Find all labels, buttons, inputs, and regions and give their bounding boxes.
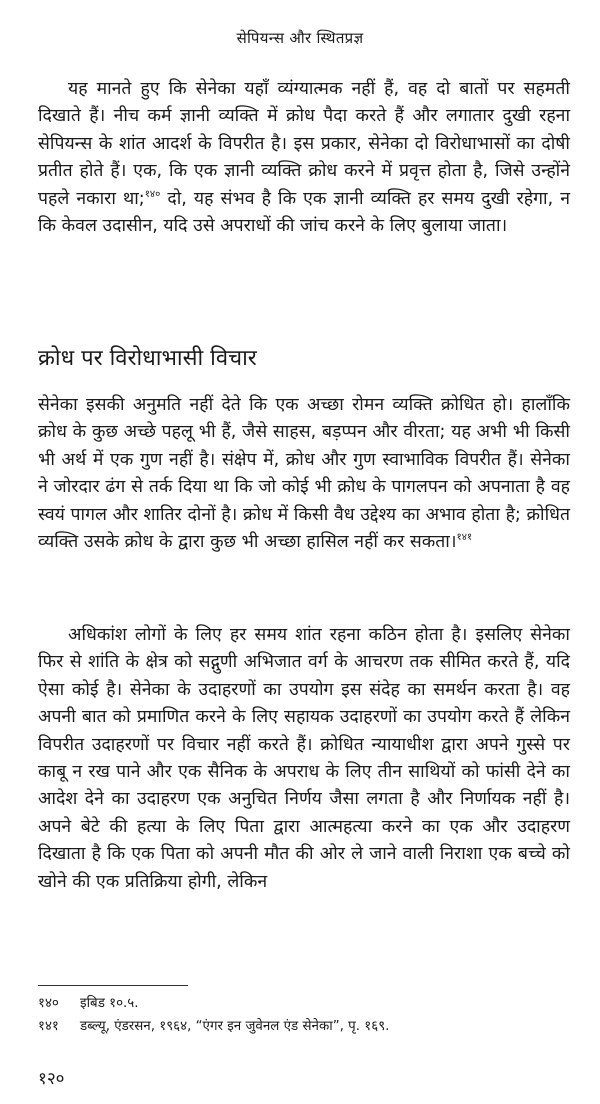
footnote-ref-140[interactable]: १४०: [144, 188, 161, 200]
paragraph-1-text-b: दो, यह संभव है कि एक ज्ञानी व्यक्ति हर समय दुखी रहेगा, न कि केवल उदासीन, यदि उसे अपराधों की जांच करने के लिए बुलाया जाता।: [38, 188, 571, 237]
running-head: सेपियन्स और स्थितप्रज्ञ: [236, 29, 364, 47]
footnote-divider: [38, 985, 188, 986]
paragraph-2: [38, 392, 570, 556]
section-heading: क्रोध पर विरोधाभासी विचार: [38, 346, 257, 371]
footnote-ref-141[interactable]: १४१: [456, 532, 473, 544]
footnotes: [38, 992, 578, 1038]
paragraph-3: अधिकांश लोगों के लिए हर समय शांत रहना कठिन होता है। इसलिए सेनेका फिर से शांति के क्षेत्र को सद्गुणी अभिजात वर्ग के आचरण तक सीमित करते हैं, यदि ऐसा कोई है। सेनेका के उदाहरणों का उपयोग इस संदेह का समर्थन करता है। वह अपनी बात को प्रमाणित करने के लिए सहायक उदाहरणों का उपयोग करते हैं लेकिन विपरीत उदाहरणों पर विचार नहीं करते हैं। क्रोधित न्यायाधीश द्वारा अपने गुस्से पर काबू न रख पाने और एक सैनिक के अपराध के लिए तीन साथियों को फांसी देने का आदेश देने का उदाहरण एक अनुचित निर्णय जैसा लगता है और निर्णायक नहीं है। अपने बेटे की हत्या के लिए पिता द्वारा आत्महत्या करने का एक और उदाहरण दिखाता है कि एक पिता को अपनी मौत की ओर ले जाने वाली निराशा एक बच्चे को खोने की एक प्रतिक्रिया होगी, लेकिन: [38, 625, 570, 892]
footnote-text: डब्ल्यू, एंडरसन, १९६४, “एंगर इन जुवेनल एंड सेनेका”, पृ. १६९.: [80, 1019, 390, 1034]
paragraph-2-text: सेनेका इसकी अनुमति नहीं देते कि एक अच्छा रोमन व्यक्ति क्रोधित हो। हालाँकि क्रोध के कुछ अच्छे पहलू भी हैं, जैसे साहस, बड़प्पन और वीरता; यह अभी भी किसी भी अर्थ में एक गुण नहीं है। संक्षेप में, क्रोध और गुण स्वाभाविक विपरीत हैं। सेनेका ने जोरदार ढंग से तर्क दिया था कि जो कोई भी क्रोध के पागलपन को अपनाता है वह स्वयं पागल और शातिर दोनों है। क्रोध में किसी वैध उद्देश्य का अभाव होता है; क्रोधित व्यक्ति उसके क्रोध के द्वारा कुछ भी अच्छा हासिल नहीं कर सकता।: [38, 395, 570, 553]
footnote-text: इबिड १०.५.: [80, 996, 139, 1011]
footnote-item: [38, 1015, 578, 1038]
footnote-number: १४०: [38, 996, 59, 1011]
footnote-number: १४१: [38, 1019, 59, 1034]
paragraph-1: [38, 76, 570, 240]
footnote-item: [38, 992, 578, 1015]
page-number: १२०: [38, 1069, 65, 1089]
paragraph-1-text-a: यह मानते हुए कि सेनेका यहाँ व्यंग्यात्मक नहीं हैं, वह दो बातों पर सहमती दिखाते हैं। नीच कर्म ज्ञानी व्यक्ति में क्रोध पैदा करते हैं और लगातार दुखी रहना सेपियन्स के शांत आदर्श के विपरीत है। इस प्रकार, सेनेका दो विरोधाभासों का दोषी प्रतीत होते हैं। एक, कि एक ज्ञानी व्यक्ति क्रोध करने में प्रवृत्त होता है, जिसे उन्होंने पहले नकारा था;: [38, 79, 570, 209]
